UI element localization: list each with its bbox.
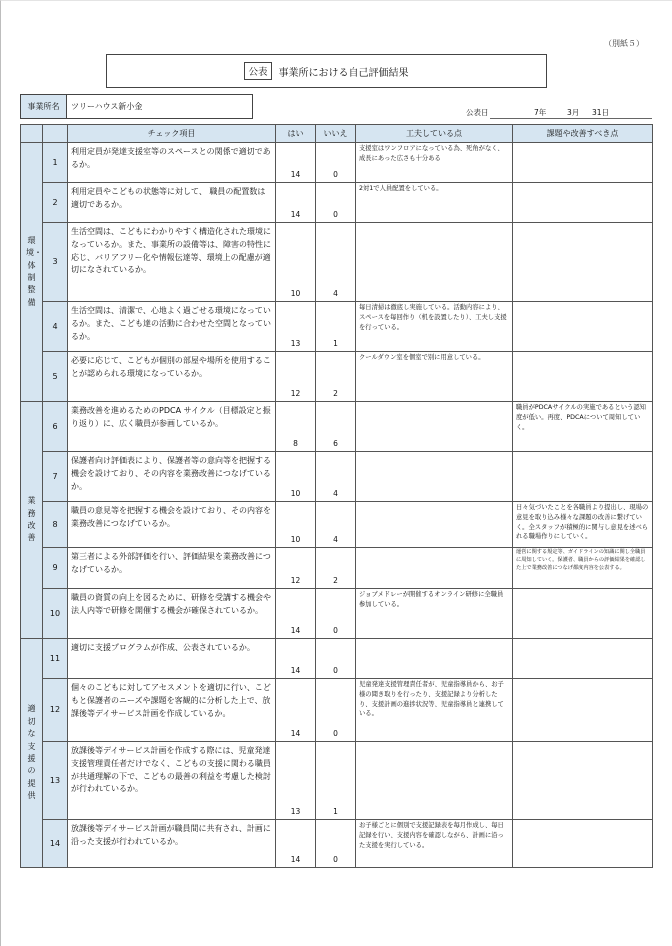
table-row	[21, 223, 653, 302]
effort-note	[356, 548, 513, 589]
issue-note	[513, 820, 653, 868]
check-item: 必要に応じて、こどもが個別の部屋や場所を使用することが認められる環境になっているか。	[68, 352, 276, 402]
header-effort: 工夫している点	[356, 125, 513, 143]
yes-count: 13	[276, 742, 316, 820]
row-number: 7	[43, 452, 68, 502]
header-no: いいえ	[316, 125, 356, 143]
yes-count: 12	[276, 548, 316, 589]
no-count: 6	[316, 402, 356, 452]
no-count: 0	[316, 820, 356, 868]
row-number: 3	[43, 223, 68, 302]
issue-note	[513, 183, 653, 223]
table-row	[21, 589, 653, 639]
no-count: 1	[316, 742, 356, 820]
no-count: 2	[316, 352, 356, 402]
effort-note	[356, 639, 513, 679]
row-number: 10	[43, 589, 68, 639]
table-row	[21, 679, 653, 742]
appendix-label: （別紙５）	[604, 39, 644, 48]
header-issues: 課題や改善すべき点	[513, 125, 653, 143]
row-number: 2	[43, 183, 68, 223]
table-row	[21, 502, 653, 548]
yes-count: 14	[276, 183, 316, 223]
yes-count: 14	[276, 639, 316, 679]
row-number: 14	[43, 820, 68, 868]
issue-note	[513, 589, 653, 639]
check-item: 個々のこどもに対してアセスメントを適切に行い、こどもと保護者のニーズや課題を客観的に分析した上で、放課後等デイサービス計画を作成しているか。	[68, 679, 276, 742]
effort-note	[356, 502, 513, 548]
table-row	[21, 352, 653, 402]
publication-day: 31日	[592, 108, 610, 117]
yes-count: 8	[276, 402, 316, 452]
effort-note	[356, 223, 513, 302]
no-count: 4	[316, 452, 356, 502]
row-number: 13	[43, 742, 68, 820]
no-count: 0	[316, 679, 356, 742]
issue-note	[513, 302, 653, 352]
no-count: 2	[316, 548, 356, 589]
publication-month: 3月	[567, 108, 580, 117]
row-number: 5	[43, 352, 68, 402]
header-check-items: チェック項目	[68, 125, 276, 143]
issue-note	[513, 143, 653, 183]
organization-box	[20, 94, 253, 119]
check-item: 放課後等デイサービス計画を作成する際には、児童発達支援管理責任者だけでなく、こどもの支援に関わる職員が共通理解の下で、こどもの最善の利益を考慮した検討が行われているか。	[68, 742, 276, 820]
issue-note: 職員がPDCAサイクルの実施であるという認知度が低い。再度、PDCAについて周知していく。	[513, 402, 653, 452]
check-item: 第三者による外部評価を行い、評価結果を業務改善につなげているか。	[68, 548, 276, 589]
issue-note	[513, 639, 653, 679]
row-number: 12	[43, 679, 68, 742]
table-row	[21, 183, 653, 223]
effort-note: 毎日清掃は徹底し実施している。活動内容により、スペースを毎回作り（机を設置したり）、工夫し支援を行っている。	[356, 302, 513, 352]
issue-note	[513, 679, 653, 742]
no-count: 1	[316, 302, 356, 352]
organization-name: ツリーハウス新小金	[71, 102, 143, 111]
check-item: 利用定員やこどもの状態等に対して、 職員の配置数は適切であるか。	[68, 183, 276, 223]
check-item: 生活空間は、清潔で、心地よく過ごせる環境になっているか。また、こども達の活動に合わせた空間となっているか。	[68, 302, 276, 352]
check-item: 利用定員が発達支援室等のスペースとの関係で適切であるか。	[68, 143, 276, 183]
row-number: 8	[43, 502, 68, 548]
effort-note: 児童発達支援管理責任者が、児童指導員から、お子様の聞き取りを行ったり、支援記録より分析したり、支援計画の進捗状況等、児童指導員と連携している。	[356, 679, 513, 742]
yes-count: 14	[276, 589, 316, 639]
yes-count: 10	[276, 452, 316, 502]
header-blank-num	[43, 125, 68, 143]
effort-note: 2対1で人員配置をしている。	[356, 183, 513, 223]
check-item: 放課後等デイサービス計画が職員間に共有され、計画に沿った支援が行われているか。	[68, 820, 276, 868]
effort-note: クールダウン室を個室で別に用意している。	[356, 352, 513, 402]
document-title-box	[106, 54, 547, 88]
check-item: 業務改善を進めるためのPDCA サイクル（目標設定と振り返り）に、広く職員が参画しているか。	[68, 402, 276, 452]
section-environment: 環境・体制整備	[21, 143, 43, 402]
effort-note	[356, 742, 513, 820]
no-count: 4	[316, 502, 356, 548]
publication-year: 7年	[534, 108, 547, 117]
table-row	[21, 820, 653, 868]
header-yes: はい	[276, 125, 316, 143]
table-row	[21, 302, 653, 352]
yes-count: 12	[276, 352, 316, 402]
publication-date-label: 公表日	[466, 108, 489, 117]
yes-count: 14	[276, 679, 316, 742]
row-number: 9	[43, 548, 68, 589]
organization-label: 事業所名	[21, 95, 67, 118]
yes-count: 14	[276, 820, 316, 868]
table-row	[21, 548, 653, 589]
yes-count: 10	[276, 223, 316, 302]
yes-count: 13	[276, 302, 316, 352]
date-underline	[490, 118, 652, 119]
effort-note: 支援室はワンフロアになっている為、死角がなく、成長にあった広さも十分ある	[356, 143, 513, 183]
table-row	[21, 639, 653, 679]
header-blank	[21, 125, 43, 143]
section-business-improvement: 業務改善	[21, 402, 43, 639]
table-row	[21, 143, 653, 183]
table-row	[21, 742, 653, 820]
issue-note	[513, 452, 653, 502]
public-tag: 公表	[244, 62, 271, 80]
issue-note	[513, 352, 653, 402]
effort-note: お子様ごとに個別で支援記録表を毎月作成し、毎日記録を行い、支援内容を確認しながら、計画に沿った支援を実行している。	[356, 820, 513, 868]
check-item: 保護者向け評価表により、保護者等の意向等を把握する機会を設けており、その内容を業務改善につなげているか。	[68, 452, 276, 502]
table-row	[21, 402, 653, 452]
row-number: 6	[43, 402, 68, 452]
evaluation-table	[20, 124, 653, 868]
yes-count: 14	[276, 143, 316, 183]
effort-note: ジョブメドレーが開催するオンライン研修に全職員参加している。	[356, 589, 513, 639]
no-count: 0	[316, 589, 356, 639]
section-appropriate-support: 適切な支援の提供	[21, 639, 43, 868]
effort-note	[356, 452, 513, 502]
row-number: 1	[43, 143, 68, 183]
row-number: 11	[43, 639, 68, 679]
no-count: 0	[316, 639, 356, 679]
no-count: 0	[316, 183, 356, 223]
issue-note: 運営に関する規定等、ガイドラインの知識に関し全職員に周知していく。保護者、職員からの評価結果を確認した上で業務改善につなげ都度内容を公表する。	[513, 548, 653, 589]
issue-note	[513, 742, 653, 820]
table-row	[21, 452, 653, 502]
no-count: 0	[316, 143, 356, 183]
check-item: 職員の意見等を把握する機会を設けており、その内容を業務改善につなげているか。	[68, 502, 276, 548]
check-item: 生活空間は、こどもにわかりやすく構造化された環境になっているか。また、事業所の設備等は、障害の特性に応じ、バリアフリー化や情報伝達等、環境上の配慮が適切になされているか。	[68, 223, 276, 302]
no-count: 4	[316, 223, 356, 302]
document-title: 事業所における自己評価結果	[278, 67, 409, 79]
issue-note: 日々気づいたことを各職員より提出し、現場の意見を取り込み様々な課題の改善に繋げていく。全スタッフが積極的に関与し意見を述べられる職場作りにしていく。	[513, 502, 653, 548]
yes-count: 10	[276, 502, 316, 548]
check-item: 適切に支援プログラムが作成、公表されているか。	[68, 639, 276, 679]
check-item: 職員の資質の向上を図るために、研修を受講する機会や法人内等で研修を開催する機会が確保されているか。	[68, 589, 276, 639]
issue-note	[513, 223, 653, 302]
table-header-row	[21, 125, 653, 143]
row-number: 4	[43, 302, 68, 352]
effort-note	[356, 402, 513, 452]
